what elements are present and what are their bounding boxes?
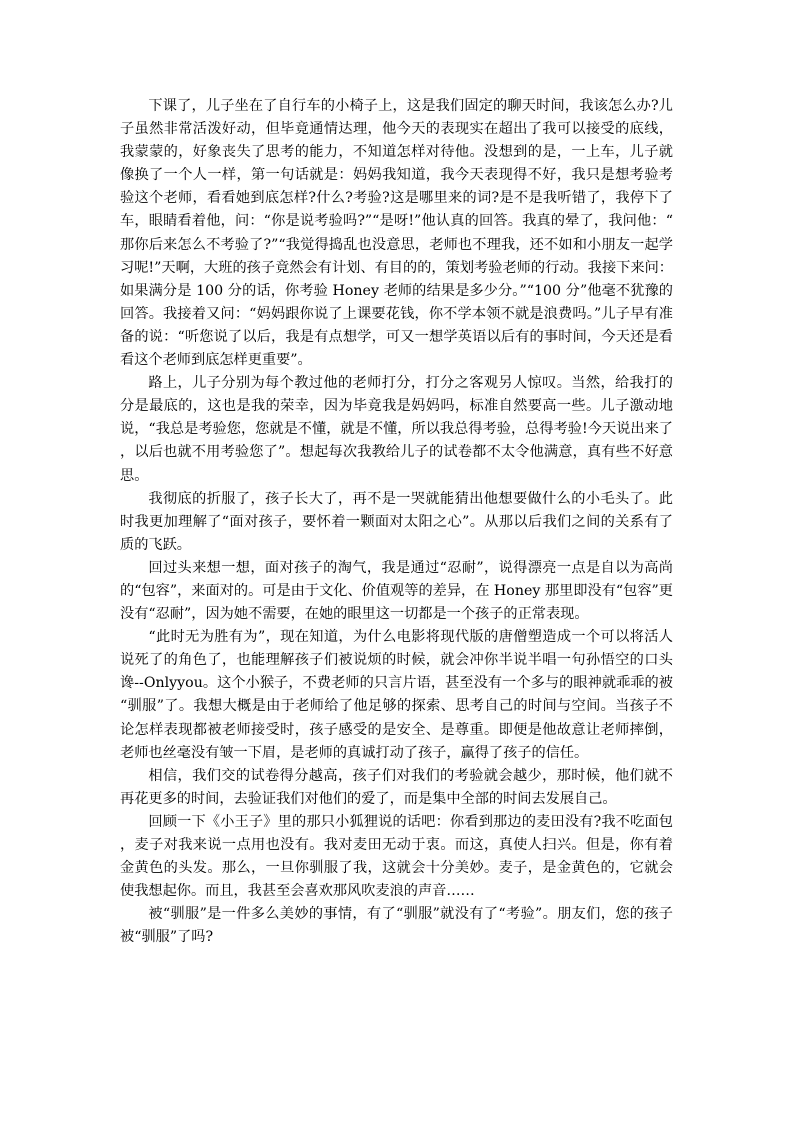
paragraph-4: 回过头来想一想，面对孩子的淘气，我是通过“忍耐”，说得漂亮一点是自以为高尚的“包容”，来面对的。可是由于文化、价值观等的差异，在 Honey 那里即没有“包容”更没有“忍耐”，因为她不需要，在她的眼里这一切都是一个孩子的正常表现。 [120,559,673,623]
paragraph-1: 下课了，儿子坐在了自行车的小椅子上，这是我们固定的聊天时间，我该怎么办?儿子虽然非常活泼好动，但毕竟通情达理，他今天的表现实在超出了我可以接受的底线，我蒙蒙的，好象丧失了思考的能力，不知道怎样对待他。没想到的是，一上车，儿子就像换了一个人一样，第一句话就是：妈妈我知道，我今天表现得不好，我只是想考验考验这个老师，看看她到底怎样?什么?考验?这是哪里来的词?是不是我听错了，我停下了车，眼睛看着他，问：“你是说考验吗?”“是呀!”他认真的回答。我真的晕了，我问他：“那你后来怎么不考验了?”“我觉得捣乱也没意思，老师也不理我，还不如和小朋友一起学习呢!”天啊，大班的孩子竟然会有计划、有目的的，策划考验老师的行动。我接下来问：如果满分是 100 分的话，你考验 Honey 老师的结果是多少分。”“100 分”他毫不犹豫的回答。我接着又问：“妈妈跟你说了上课要花钱，你不学本领不就是浪费吗。”儿子早有准备的说：“听您说了以后，我是有点想学，可又一想学英语以后有的事时间，今天还是看看这个老师到底怎样更重要”。 [120,98,673,369]
paragraph-7: 回顾一下《小王子》里的那只小狐狸说的话吧：你看到那边的麦田没有?我不吃面包，麦子对我来说一点用也没有。我对麦田无动于衷。而这，真使人扫兴。但是，你有着金黄色的头发。那么，一旦你驯服了我，这就会十分美妙。麦子，是金黄色的，它就会使我想起你。而且，我甚至会喜欢那风吹麦浪的声音…… [120,813,673,900]
paragraph-6: 相信，我们交的试卷得分越高，孩子们对我们的考验就会越少，那时候，他们就不再花更多的时间，去验证我们对他们的爱了，而是集中全部的时间去发展自己。 [120,767,673,807]
document-page [120,95,673,949]
paragraph-2: 路上，儿子分别为每个教过他的老师打分，打分之客观另人惊叹。当然，给我打的分是最底的，这也是我的荣幸，因为毕竟我是妈妈吗，标准自然要高一些。儿子激动地说，“我总是考验您，您就是不懂，就是不懂，所以我总得考验，总得考验!今天说出来了，以后也就不用考验您了”。想起每次我教给儿子的试卷都不太令他满意，真有些不好意思。 [120,375,673,484]
paragraph-3: 我彻底的折服了，孩子长大了，再不是一哭就能猜出他想要做什么的小毛头了。此时我更加理解了“面对孩子，要怀着一颗面对太阳之心”。从那以后我们之间的关系有了质的飞跃。 [120,490,673,553]
paragraph-8: 被“驯服”是一件多么美妙的事情，有了“驯服”就没有了“考验”。朋友们，您的孩子被“驯服”了吗? [120,906,673,946]
paragraph-5: “此时无为胜有为”，现在知道，为什么电影将现代版的唐僧塑造成一个可以将活人说死了的角色了，也能理解孩子们被说烦的时候，就会冲你半说半唱一句孙悟空的口头谗--Onlyyou。这个小猴子，不费老师的只言片语，甚至没有一个多与的眼神就乖乖的被“驯服”了。我想大概是由于老师给了他足够的探索、思考自己的时间与空间。当孩子不论怎样表现都被老师接受时，孩子感受的是安全、是尊重。即便是他故意让老师摔倒，老师也丝毫没有皱一下眉，是老师的真诚打动了孩子，赢得了孩子的信任。 [120,629,673,761]
